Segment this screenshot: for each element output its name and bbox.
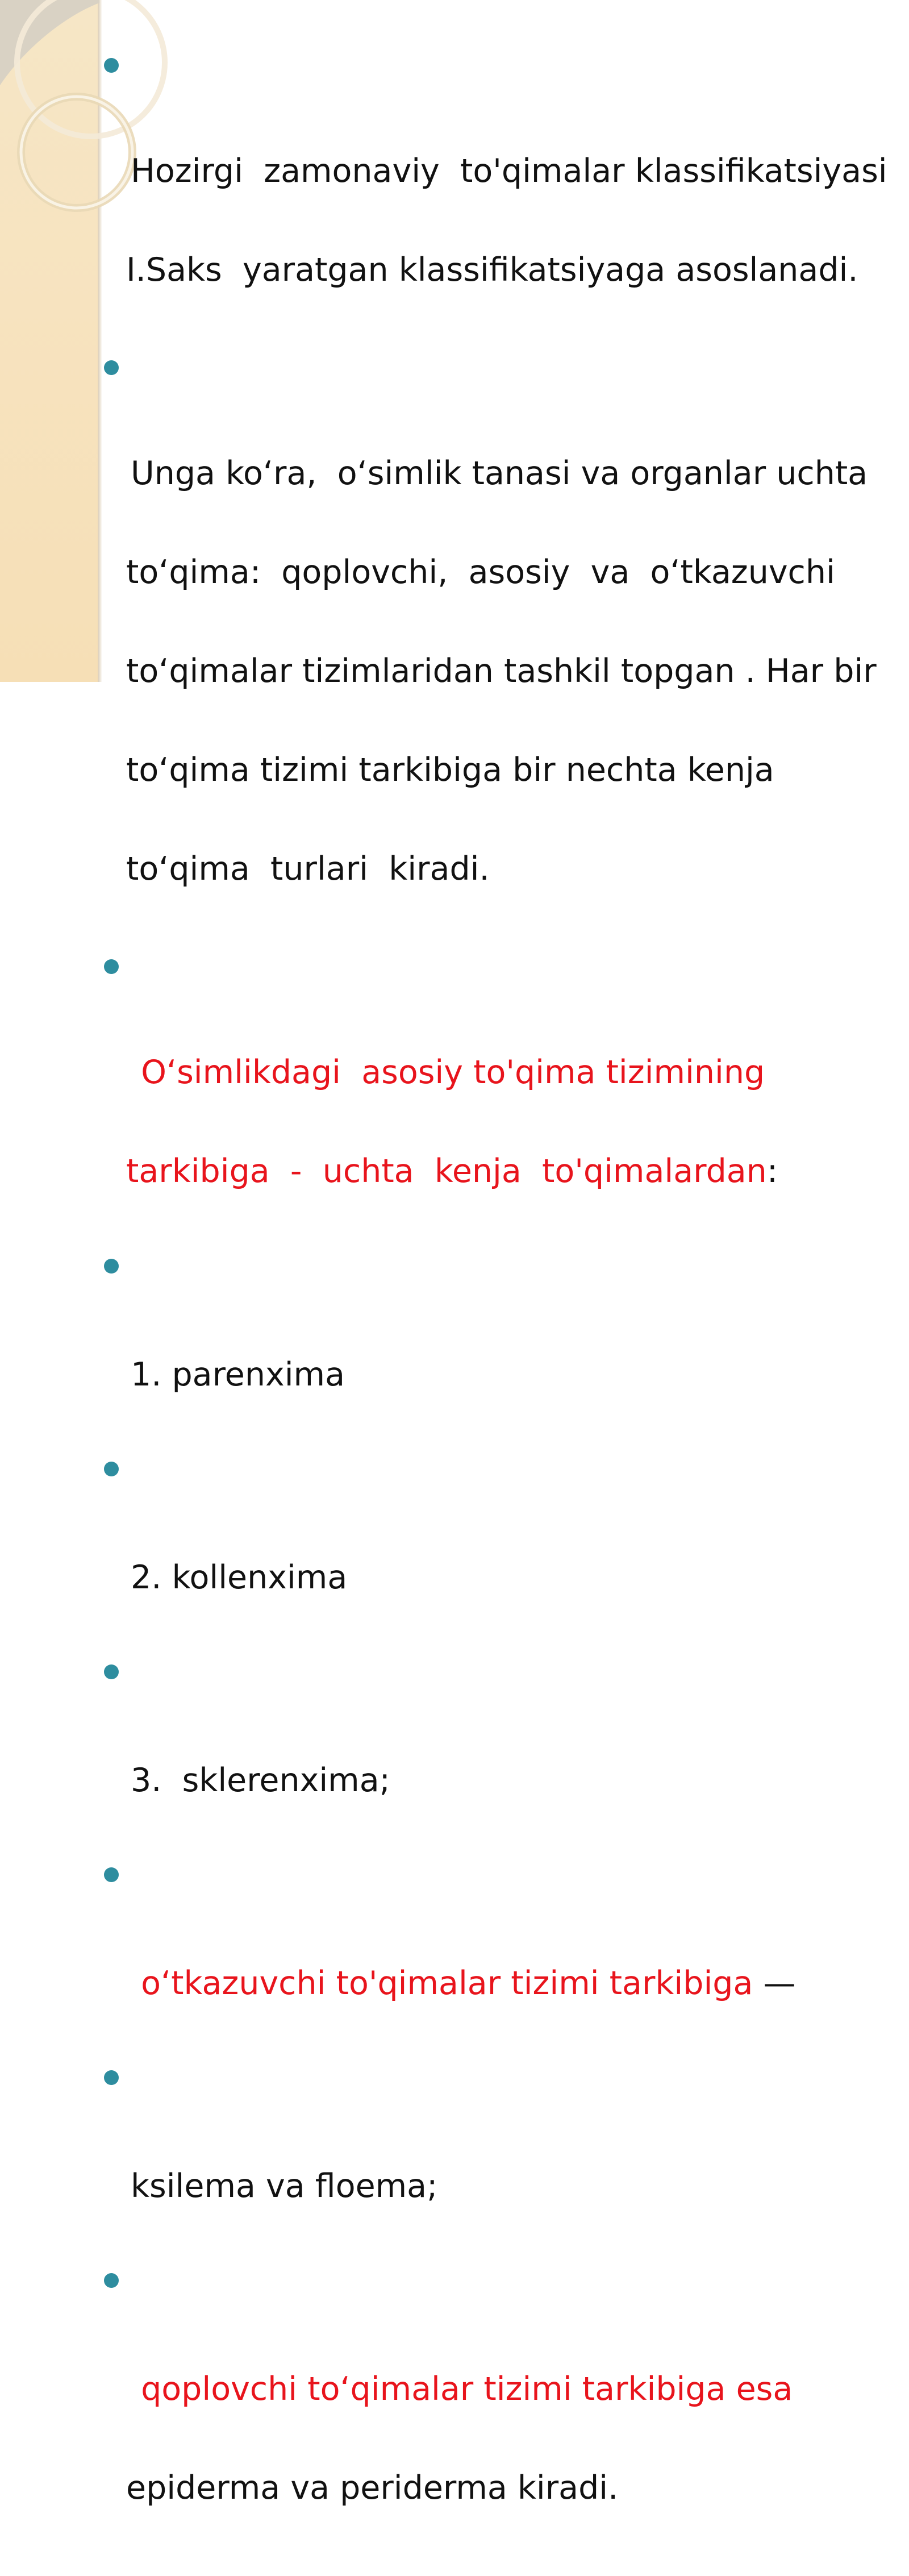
bullet-line: 2. kollenxima [131,1559,348,1596]
bullet-dot-icon [104,959,119,974]
bullet-line: 1. parenxima [131,1356,345,1393]
decorative-rings [0,0,102,239]
trailing-text: : [766,1152,778,1190]
bullet-line: to‘qima tizimi tarkibiga bir nechta kenja [126,751,774,789]
highlight-text: o‘tkazuvchi to'qimalar tizimi tarkibiga [131,1965,753,2002]
bullet-line: Unga ko‘ra, o‘simlik tanasi va organlar uchta [131,455,868,492]
highlight-text: tarkibiga - uchta kenja to'qimalardan [126,1152,767,1190]
bullet-line: to‘qima turlari kiradi. [126,850,490,888]
bullet-sclerenchyma [104,1665,888,1863]
bullet-classification [104,56,888,352]
bullet-line: to‘qima: qoplovchi, asosiy va o‘tkazuvchi [126,554,835,591]
bullet-xylem-phloem [104,2071,888,2269]
bullet-ground-tissue [104,957,888,1254]
bullet-dot-icon [104,58,119,73]
bullet-line-highlight: qoplovchi to‘qimalar tizimi tarkibiga esa [131,2370,793,2408]
bullet-dermal-tissue [104,2274,888,2570]
bullet-line [126,1152,888,1190]
bullet-line: ksilema va floema; [131,2167,438,2205]
bullet-tissue-systems [104,358,888,951]
bullet-line-highlight: O‘simlikdagi asosiy to'qima tizimining [131,1054,765,1091]
bullet-line: 3. sklerenxima; [131,1762,390,1799]
bullet-dot-icon [104,1664,119,1679]
bullet-dot-icon [104,1867,119,1882]
trailing-text: — [753,1965,796,2002]
bullet-vascular-tissue [104,1868,888,2066]
bullet-dot-icon [104,1259,119,1274]
bullet-line: I.Saks yaratgan klassifikatsiyaga asoslanadi. [126,251,858,289]
bullet-line [131,1967,888,2000]
bullet-line: epiderma va periderma kiradi. [126,2469,619,2507]
slide-body [104,56,888,2576]
bullet-line: Hozirgi zamonaviy to'qimalar klassifikatsiyasi [131,152,887,190]
bullet-collenchyma [104,1462,888,1660]
bullet-dot-icon [104,1462,119,1476]
bullet-dot-icon [104,2070,119,2085]
bullet-dot-icon [104,2273,119,2288]
bullet-line: to‘qimalar tizimlaridan tashkil topgan . Har bir [126,652,877,690]
bullet-dot-icon [104,360,119,375]
bullet-parenchyma [104,1259,888,1457]
